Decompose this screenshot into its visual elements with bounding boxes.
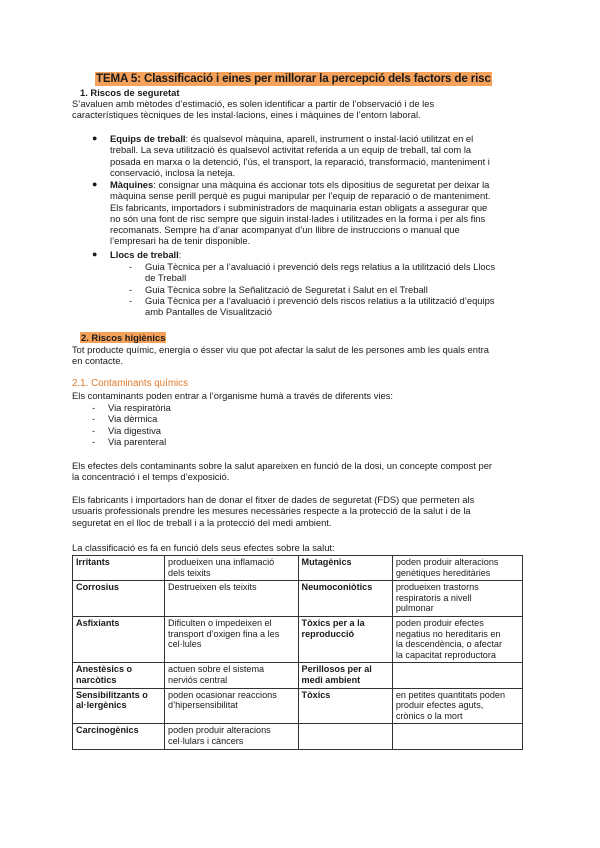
section-2-intro: Tot producte químic, energia o ésser viu que pot afectar la salut de les persones amb les quals entra en contacte. [72,344,489,367]
table-cell-description: en petites quantitats poden produir efectes aguts, crònics o la mort [392,688,522,724]
bullet-dot-icon: ● [92,133,98,143]
section-1-heading: 1. Riscos de seguretat [80,87,180,98]
list-item: - Guia Tècnica sobre la Señalització de Seguretat i Salut en el Treball [129,283,428,295]
table-cell-category: Tòxics per a la reproducció [298,616,392,662]
table-cell-category: Mutagènics [298,556,392,581]
paragraph-dosi: Els efectes dels contaminants sobre la salut apareixen en funció de la dosi, un concepte compost per la concentració i el temps d’exposició. [72,460,493,483]
list-item: - Via dèrmica [92,413,158,425]
bullet-dot-icon: ● [92,179,98,189]
table-cell-category: Tòxics [298,688,392,724]
classification-table [72,555,523,750]
table-cell-description: actuen sobre el sistema nerviós central [165,663,299,688]
table-cell-category [298,724,392,749]
table-row [73,688,523,724]
table-cell-category: Neumoconiòtics [298,581,392,617]
routes-list [92,402,171,447]
bullet-dot-icon: ● [92,249,98,259]
list-item: - Via digestiva [92,424,161,436]
table-cell-description: poden produir alteracions genètiques hereditàries [392,556,522,581]
table-cell-description: Dificulten o impedeixen el transport d’oxigen fina a les cel·lules [165,616,299,662]
table-cell-category: Sensibilitzants o al·lergènics [73,688,165,724]
list-item: - Via parenteral [92,435,167,447]
document-title: TEMA 5: Classificació i eines per millorar la percepció dels factors de risc [96,72,491,85]
table-row [73,663,523,688]
table-cell-category: Irritants [73,556,165,581]
subsection-intro: Els contaminants poden entrar a l’organisme humà a través de diferents vies: [72,390,394,401]
table-cell-description: produeixen trastorns respiratoris a nivell pulmonar [392,581,522,617]
table-cell-description [392,724,522,749]
table-cell-category: Corrosius [73,581,165,617]
table-cell-category: Anestèsics o narcòtics [73,663,165,688]
table-cell-category: Carcinogènics [73,724,165,749]
table-row [73,581,523,617]
table-cell-category: Perillosos per al medi ambient [298,663,392,688]
table-row [73,556,523,581]
table-row [73,724,523,749]
table-intro: La classificació es fa en funció dels seus efectes sobre la salut: [72,542,335,553]
section-2-heading: 2. Riscos higiènics [81,332,166,343]
subsection-heading: 2.1. Contaminants químics [72,378,188,389]
bullet-llocs: ● Llocs de treball: [92,249,182,260]
table-cell-description: Destrueixen els teixits [165,581,299,617]
table-cell-description: poden produir efectes negatius no hereditaris en la descendència, o afectar la capacitat reproductora [392,616,522,662]
list-item: - Guia Tècnica per a l’avaluació i prevenció dels riscos relatius a la utilització d’equips amb Pantalles de Visualització [129,294,495,318]
guides-list [129,261,535,318]
table-cell-category: Asfixiants [73,616,165,662]
section-1-intro: S’avaluen amb mètodes d’estimació, es solen identificar a partir de l’observació i de les característiques tècniques de les instal·lacions, eines i màquines de l’entorn laboral. [72,98,435,121]
table-cell-description: produeixen una inflamació dels teixits [165,556,299,581]
list-item: - Guia Tècnica per a l’avaluació i prevenció dels regs relatius a la utilització dels Llocs de Treball [129,261,496,284]
table-cell-description: poden ocasionar reaccions d’hipersensibilitat [165,688,299,724]
paragraph-fds: Els fabricants i importadors han de donar el fitxer de dades de seguretat (FDS) que permeten als usuaris professionals prendre les mesures necessàries respecte a la protecció de la salut i de la seguretat en el lloc de treball i a la protecció del medi ambient. [72,494,475,528]
bullet-maquines: ● Màquines: consignar una màquina és accionar tots els dipositius de seguretat per deixar la màquina sense perill perquè es pugui manipular per l’equip de reparació o de manteniment. Els fabricants, importadors i subministradors de maquinaria estan obligats a assegurar que no són una font de risc sempre que siguin instal·lades i utilitzades en la forma i per als fins recomanats. Sempre ha d’anar acompanyat d’un llibre de instruccions o manual que l’empresari ha de tenir disponible. [92,179,491,247]
table-row [73,616,523,662]
table-cell-description [392,663,522,688]
bullet-equips: ● Equips de treball: és qualsevol màquina, aparell, instrument o instal·lació utilitzat en el treball. La seva utilització és qualsevol activitat referida a un equip de treball, tal com la posada en marxa o la detenció, l’ús, el transport, la reparació, transformació, manteniment i conservació, inclosa la neteja. [92,133,490,178]
list-item: - Via respiratòria [92,402,171,413]
table-cell-description: poden produir alteracions cel·lulars i càncers [165,724,299,749]
